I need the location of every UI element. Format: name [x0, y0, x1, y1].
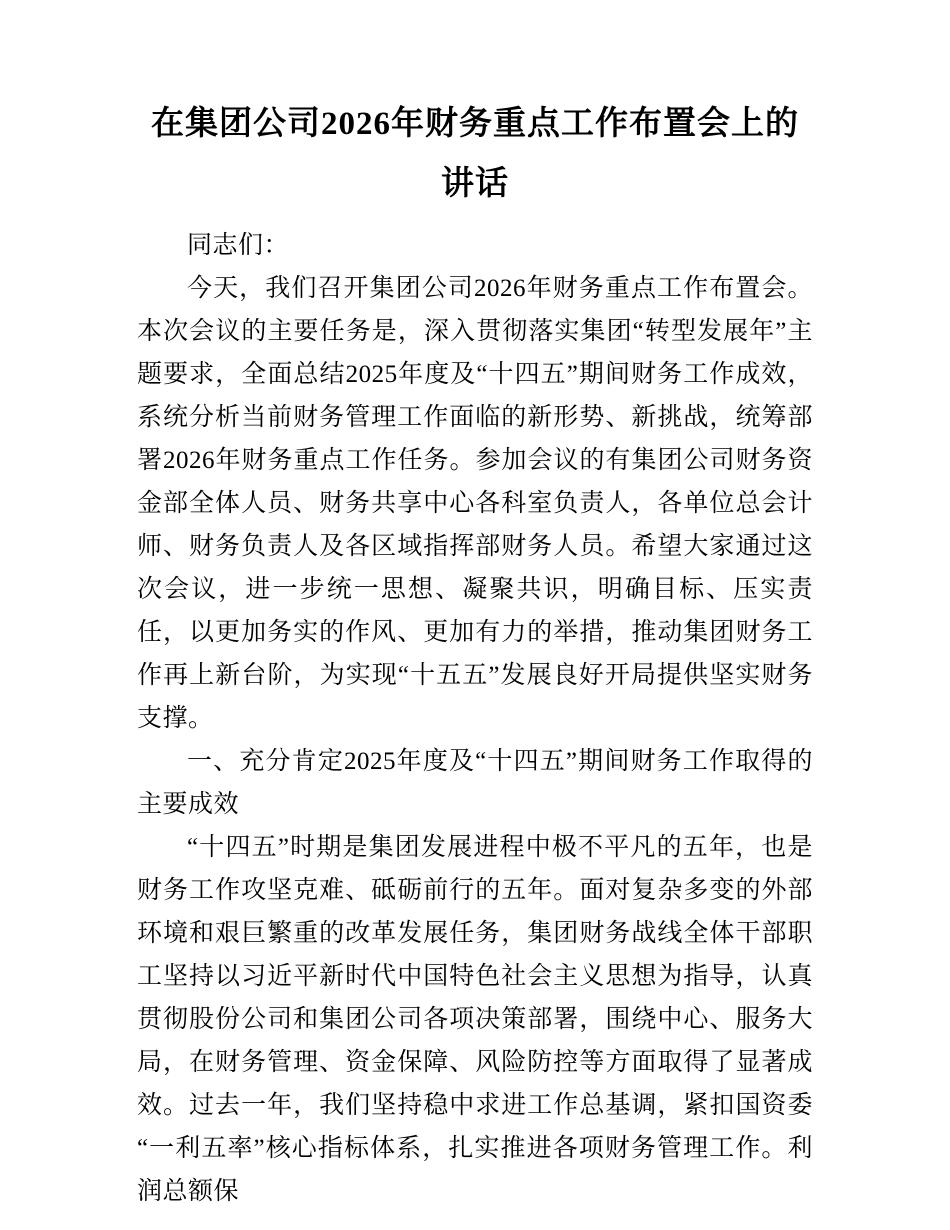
body-paragraph: 今天，我们召开集团公司2026年财务重点工作布置会。本次会议的主要任务是，深入贯彻落实集团“转型发展年”主题要求，全面总结2025年度及“十四五”期间财务工作成效，系统分析当前财务管理工作面临的新形势、新挑战，统筹部署2026年财务重点工作任务。参加会议的有集团公司财务资金部全体人员、财务共享中心各科室负责人，各单位总会计师、财务负责人及各区域指挥部财务人员。希望大家通过这次会议，进一步统一思想、凝聚共识，明确目标、压实责任，以更加务实的作风、更加有力的举措，推动集团财务工作再上新台阶，为实现“十五五”发展良好开局提供坚实财务支撑。 — [137, 275, 813, 732]
document-body — [137, 267, 813, 1213]
document-title: 在集团公司2026年财务重点工作布置会上的讲话 — [151, 106, 799, 202]
section-heading: 一、充分肯定2025年度及“十四五”期间财务工作取得的主要成效 — [137, 748, 813, 818]
salutation: 同志们： — [187, 232, 290, 259]
body-paragraph: “十四五”时期是集团发展进程中极不平凡的五年，也是财务工作攻坚克难、砥砺前行的五年。面对复杂多变的外部环境和艰巨繁重的改革发展任务，集团财务战线全体干部职工坚持以习近平新时代中国特色社会主义思想为指导，认真贯彻股份公司和集团公司各项决策部署，围绕中心、服务大局，在财务管理、资金保障、风险防控等方面取得了显著成效。过去一年，我们坚持稳中求进工作总基调，紧扣国资委“一利五率”核心指标体系，扎实推进各项财务管理工作。利润总额保 — [137, 834, 813, 1205]
